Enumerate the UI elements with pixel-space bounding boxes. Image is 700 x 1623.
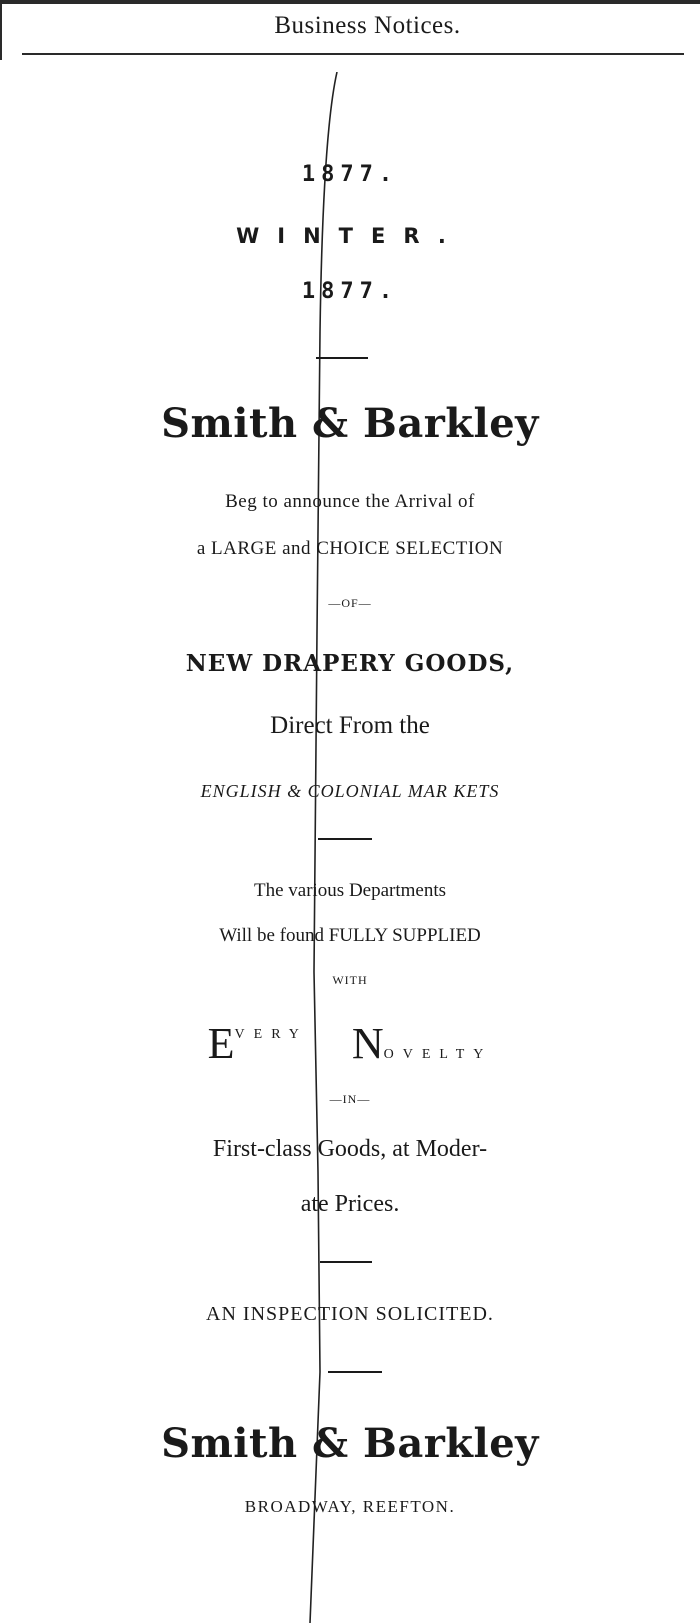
of-word: —OF— xyxy=(328,596,372,610)
novelty-rest: OVELTY xyxy=(383,1047,493,1062)
divider-dash xyxy=(318,838,372,840)
top-border-rule xyxy=(0,0,700,4)
in-word: —IN— xyxy=(329,1092,371,1106)
quality-line: First-class Goods, at Moder- xyxy=(212,1136,488,1162)
year-top: 1877. xyxy=(301,162,399,187)
markets-line: ENGLISH & COLONIAL MAR KETS xyxy=(200,781,500,801)
direct-from-line: Direct From the xyxy=(270,712,430,739)
paper-fold-crease xyxy=(308,72,338,1623)
departments-line: Will be found FULLY SUPPLIED xyxy=(219,925,481,946)
announce-line: a LARGE and CHOICE SELECTION xyxy=(196,538,504,559)
firm-name: Smith & Barkley xyxy=(161,400,539,447)
divider-dash xyxy=(320,1261,372,1263)
novelty-initial: N xyxy=(351,1019,384,1068)
year-bottom: 1877. xyxy=(301,279,399,304)
goods-heading: NEW DRAPERY GOODS, xyxy=(185,650,515,677)
header-rule xyxy=(22,53,684,55)
season-heading: WINTER. xyxy=(236,224,464,248)
with-word: WITH xyxy=(332,973,368,987)
firm-name-footer: Smith & Barkley xyxy=(161,1420,539,1467)
divider-dash xyxy=(328,1371,382,1373)
quality-line: ate Prices. xyxy=(300,1191,400,1217)
inspection-line: AN INSPECTION SOLICITED. xyxy=(206,1303,494,1325)
every-novelty-line xyxy=(0,1018,700,1069)
every-rest: VERY xyxy=(234,1027,308,1042)
every-initial: E xyxy=(207,1019,235,1068)
address-line: BROADWAY, REEFTON. xyxy=(244,1497,456,1516)
divider-dash xyxy=(316,357,368,359)
departments-line: The various Departments xyxy=(253,880,447,901)
announce-line: Beg to announce the Arrival of xyxy=(225,491,475,512)
section-header: Business Notices. xyxy=(274,12,461,39)
